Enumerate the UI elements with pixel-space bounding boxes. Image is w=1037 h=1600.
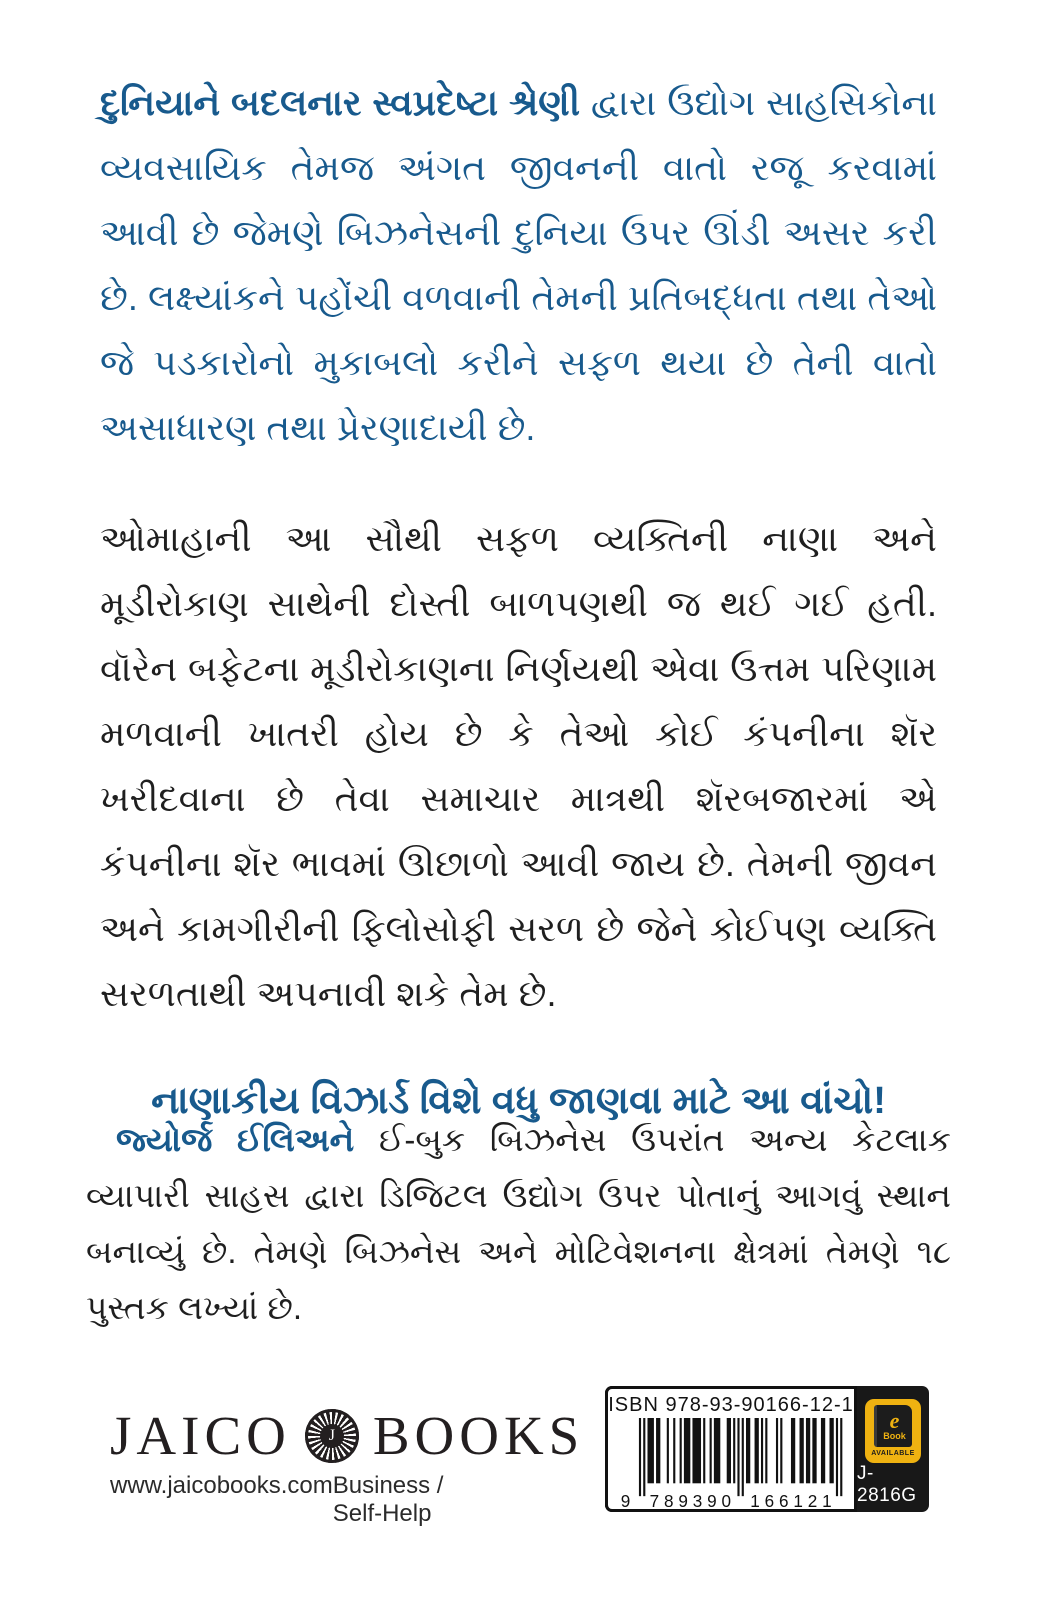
ebook-book-label: Book xyxy=(883,1430,906,1441)
series-title: દુનિયાને બદલનાર સ્વપ્રદેષ્ટા શ્રેણી xyxy=(100,82,580,123)
ebook-e-glyph: e xyxy=(889,1407,900,1433)
barcode-digits-group1: 789390 xyxy=(649,1491,731,1509)
tagline: નાણાકીય વિઝાર્ડ વિશે વધુ જાણવા માટે આ વાંચો! xyxy=(151,1080,886,1122)
ebook-tab xyxy=(857,1386,929,1512)
jaico-wheel-letter: J xyxy=(320,1424,344,1448)
author-bio-text: ઈ-બુક બિઝનેસ ઉપરાંત અન્ય કેટલાક વ્યાપારી સાહસ દ્વારા ડિજિટલ ઉદ્યોગ ઉપર પોતાનું આગવું સ્થાન બનાવ્યું છે. તેમણે બિઝનેસ અને મોટિવેશનના ક્ષેત્રમાં તેમણે ૧૮ પુસ્તક લખ્યાં છે. xyxy=(86,1121,951,1326)
publisher-name-right: BOOKS xyxy=(372,1405,585,1466)
description-section xyxy=(100,70,937,1124)
ebook-book-icon xyxy=(874,1405,912,1447)
ebook-available-label: AVAILABLE xyxy=(871,1450,915,1457)
catalog-code: J-2816G xyxy=(857,1463,917,1506)
barcode xyxy=(613,1418,849,1509)
author-bio xyxy=(86,1112,951,1336)
barcode-panel xyxy=(605,1386,857,1512)
publisher-subline xyxy=(110,1472,488,1528)
publisher-logo xyxy=(110,1405,585,1466)
summary-paragraph: ઓમાહાની આ સૌથી સફળ વ્યક્તિની નાણા અને મૂડીરોકાણ સાથેની દોસ્તી બાળપણથી જ થઈ ગઈ હતી. વૉરેન બફેટના મૂડીરોકાણના નિર્ણયથી એવા ઉત્તમ પરિણામ મળવાની ખાતરી હોય છે કે તેઓ કોઈ કંપનીના શૅર ખરીદવાના છે તેવા સમાચાર માત્રથી શૅરબજારમાં એ કંપનીના શૅર ભાવમાં ઊછાળો આવી જાય છે. તેમની જીવન અને કામગીરીની ફિલોસોફી સરળ છે જેને કોઈપણ વ્યક્તિ સરળતાથી અપનાવી શકે તેમ છે. xyxy=(100,518,937,1014)
barcode-bars xyxy=(639,1418,842,1496)
isbn-label: ISBN 978-93-90166-12-1 xyxy=(608,1394,854,1416)
publisher-name-left: JAICO xyxy=(110,1405,291,1466)
book-category: Business / Self-Help xyxy=(332,1472,444,1527)
series-paragraph xyxy=(100,70,937,460)
barcode-block xyxy=(605,1386,929,1512)
author-name: જ્યોર્જ ઈલિઅને xyxy=(116,1121,355,1158)
barcode-digit-lead: 9 xyxy=(620,1491,631,1509)
jaico-wheel-icon xyxy=(305,1409,359,1463)
series-paragraph-text: દ્વારા ઉદ્યોગ સાહસિકોના વ્યવસાયિક તેમજ અંગત જીવનની વાતો રજૂ કરવામાં આવી છે જેમણે બિઝનેસની દુનિયા ઉપર ઊંડી અસર કરી છે. લક્ષ્યાંકને પહોંચી વળવાની તેમની પ્રતિબદ્ધતા તથા તેઓ જે પડકારોનો મુકાબલો કરીને સફળ થયા છે તેની વાતો અસાધારણ તથા પ્રેરણાદાયી છે. xyxy=(100,82,937,448)
barcode-digits-group2: 166121 xyxy=(750,1491,832,1509)
ebook-available-icon xyxy=(865,1399,921,1463)
publisher-website: www.jaicobooks.com xyxy=(110,1472,333,1499)
